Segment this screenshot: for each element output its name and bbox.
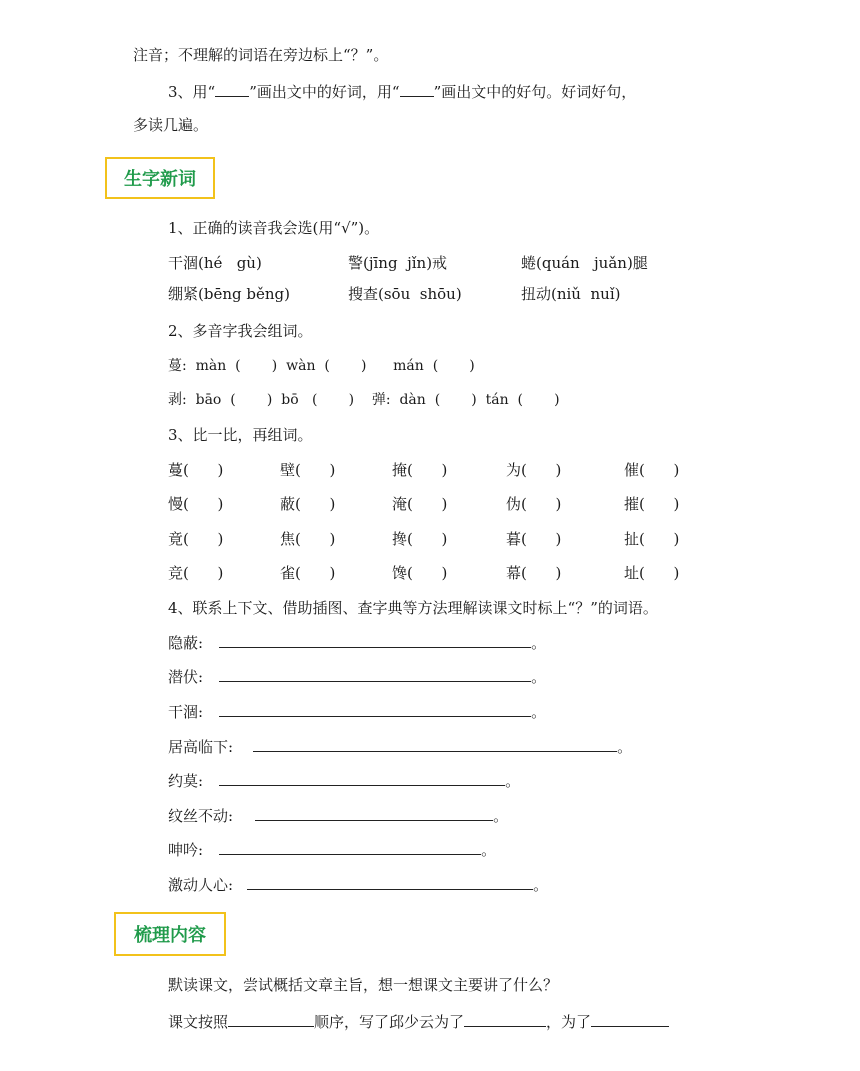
q4-item	[168, 667, 546, 687]
answer-blank[interactable]	[228, 1012, 314, 1027]
intro-line-1: 注音；不理解的词语在旁边标上“？”。	[133, 46, 389, 64]
intro-line-2	[168, 82, 636, 102]
q3-cell: 掩( )	[392, 461, 448, 479]
answer-blank[interactable]	[219, 702, 531, 717]
q4-item	[168, 702, 546, 722]
q2-row-2: 剥: bāo ( ) bō ( ) 弹: dàn ( ) tán ( )	[168, 392, 560, 408]
intro-line-2-part-c: ”画出文中的好句。好词好句，	[433, 83, 637, 101]
q3-cell: 蔽( )	[280, 495, 336, 513]
q4-item	[168, 737, 632, 757]
intro-line-3: 多读几遍。	[133, 116, 209, 134]
q3-cell: 雀( )	[280, 564, 336, 582]
q3-cell: 焦( )	[280, 530, 336, 548]
q1-item: 搜查(sōu shōu)	[348, 285, 462, 303]
answer-blank[interactable]	[219, 667, 531, 682]
answer-blank[interactable]	[219, 771, 505, 786]
q3-cell: 催( )	[624, 461, 680, 479]
q3-cell: 伪( )	[506, 495, 562, 513]
summary-line-2	[168, 1012, 669, 1032]
blank-underline	[215, 82, 249, 97]
q4-end: 。	[617, 738, 633, 756]
answer-blank[interactable]	[247, 875, 533, 890]
q3-cell: 扯( )	[624, 530, 680, 548]
q4-item	[168, 840, 496, 860]
blank-underline	[400, 82, 434, 97]
intro-line-2-part-b: ”画出文中的好词，用“	[249, 83, 400, 101]
q4-term: 呻吟:	[168, 841, 204, 859]
intro-line-2-part-a: 3、用“	[168, 83, 216, 101]
q4-end: 。	[505, 772, 521, 790]
q1-title: 1、正确的读音我会选(用“√”)。	[168, 219, 380, 237]
summary-part-c: ，为了	[546, 1013, 592, 1031]
q3-cell: 壁( )	[280, 461, 336, 479]
q1-item: 扭动(niǔ nuǐ)	[521, 285, 621, 303]
q3-cell: 淹( )	[392, 495, 448, 513]
q3-cell: 蔓( )	[168, 461, 224, 479]
q1-item: 干涸(hé gù)	[168, 254, 262, 272]
q4-term: 激动人心:	[168, 876, 234, 894]
q4-term: 隐蔽:	[168, 634, 204, 652]
q2-row-1: 蔓: màn ( ) wàn ( ) mán ( )	[168, 358, 475, 374]
q4-term: 约莫:	[168, 772, 204, 790]
q3-cell: 摧( )	[624, 495, 680, 513]
q3-cell: 竞( )	[168, 564, 224, 582]
q3-cell: 址( )	[624, 564, 680, 582]
q1-item: 绷紧(bēng běng)	[168, 285, 290, 303]
q4-end: 。	[531, 703, 547, 721]
summary-line-1: 默读课文，尝试概括文章主旨，想一想课文主要讲了什么？	[168, 976, 559, 994]
q4-end: 。	[531, 634, 547, 652]
q3-title: 3、比一比，再组词。	[168, 426, 313, 444]
q3-cell: 竟( )	[168, 530, 224, 548]
answer-blank[interactable]	[219, 633, 531, 648]
q1-item: 警(jīng jǐn)戒	[348, 254, 448, 272]
q4-term: 干涸:	[168, 703, 204, 721]
q4-item	[168, 633, 546, 653]
q1-item: 蜷(quán juǎn)腿	[521, 254, 648, 272]
answer-blank[interactable]	[255, 806, 493, 821]
q4-item	[168, 875, 548, 895]
q3-cell: 为( )	[506, 461, 562, 479]
answer-blank[interactable]	[219, 840, 481, 855]
q4-end: 。	[481, 841, 497, 859]
section-title-sort-content: 梳理内容	[114, 912, 226, 956]
q4-term: 纹丝不动:	[168, 807, 234, 825]
q4-term: 潜伏:	[168, 668, 204, 686]
q3-cell: 暮( )	[506, 530, 562, 548]
section-title-new-words: 生字新词	[105, 157, 215, 199]
answer-blank[interactable]	[253, 737, 617, 752]
q4-term: 居高临下:	[168, 738, 234, 756]
q3-cell: 幕( )	[506, 564, 562, 582]
q4-end: 。	[533, 876, 549, 894]
q4-end: 。	[493, 807, 509, 825]
q4-end: 。	[531, 668, 547, 686]
q4-item	[168, 771, 520, 791]
q4-title: 4、联系上下文、借助插图、查字典等方法理解读课文时标上“？”的词语。	[168, 599, 658, 617]
q3-cell: 慢( )	[168, 495, 224, 513]
q3-cell: 搀( )	[392, 530, 448, 548]
q3-cell: 馋( )	[392, 564, 448, 582]
q4-item	[168, 806, 508, 826]
answer-blank[interactable]	[464, 1012, 546, 1027]
q2-title: 2、多音字我会组词。	[168, 322, 313, 340]
summary-part-b: 顺序，写了邱少云为了	[314, 1013, 465, 1031]
summary-part-a: 课文按照	[168, 1013, 229, 1031]
answer-blank[interactable]	[591, 1012, 669, 1027]
